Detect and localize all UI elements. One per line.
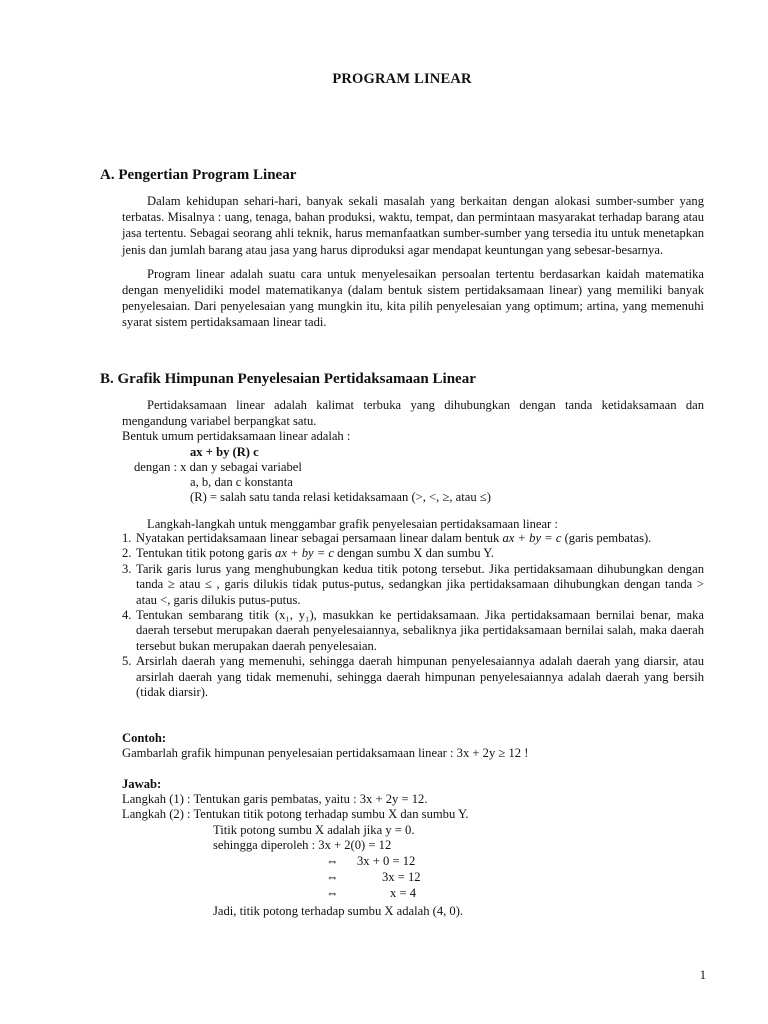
equation-line-3: x = 4 [390,886,416,900]
answer-substitution: sehingga diperoleh : 3x + 2(0) = 12 [213,838,392,852]
list-item: 5. Arsirlah daerah yang memenuhi, sehingga daerah himpunan penyelesaiannya adalah daerah yang diarsir, atau arsirlah daerah yang tidak memenuhi, sehingga daerah himpunan penyelesaiannya adalah daerah yang bersih (tidak diarsir). [122,654,704,700]
equation-line-2: 3x = 12 [382,870,421,884]
section-b-heading: B. Grafik Himpunan Penyelesaian Pertidaksamaan Linear [100,371,476,387]
example-problem: Gambarlah grafik himpunan penyelesaian pertidaksamaan linear : 3x + 2y ≥ 12 ! [122,746,529,760]
answer-conclusion: Jadi, titik potong terhadap sumbu X adalah (4, 0). [213,904,464,918]
answer-step-1: Langkah (1) : Tentukan garis pembatas, yaitu : 3x + 2y = 12. [122,792,428,806]
section-a-heading: A. Pengertian Program Linear [100,167,297,183]
general-form-formula: ax + by (R) c [190,445,259,459]
constants-note: a, b, dan c konstanta [190,475,293,489]
document-title: PROGRAM LINEAR [332,71,472,87]
section-a-paragraph-1: Dalam kehidupan sehari-hari, banyak sekali masalah yang berkaitan dengan alokasi sumber-sumber yang terbatas. Misalnya : uang, tenaga, bahan produksi, waktu, tempat, dan permintaan masyarakat terhadap barang atau jasa tertentu. Sebagai seorang ahli teknik, harus memanfaatkan sumber-sumber yang tersedia itu untuk menetapkan jenis dan jumlah barang atau jasa yang harus diproduksi agar mendapat keuntungan yang sebesar-besarnya. [122,194,704,257]
relation-note: (R) = salah satu tanda relasi ketidaksamaan (>, <, ≥, atau ≤) [190,490,491,504]
answer-step-2: Langkah (2) : Tentukan titik potong terhadap sumbu X dan sumbu Y. [122,807,469,821]
example-label: Contoh: [122,731,167,745]
answer-label: Jawab: [122,777,162,791]
section-a-paragraph-2: Program linear adalah suatu cara untuk menyelesaikan persoalan tertentu berdasarkan kaidah matematika dengan menyelidiki model matematikanya (dalam bentuk sistem pertidaksamaan linear) yang memiliki banyak penyelesaian. Dari penyelesaian yang mungkin itu, kita pilih penyelesaian yang optimum; artina, yang memenuhi syarat sistem pertidaksamaan linear tadi. [122,266,704,330]
equation-line-1: 3x + 0 = 12 [357,854,416,868]
list-item: 2. Tentukan titik potong garis ax + by = c dengan sumbu X dan sumbu Y. [122,546,494,561]
section-a-body [122,193,704,331]
general-form-label: Bentuk umum pertidaksamaan linear adalah : [122,429,351,443]
list-item: 4. Tentukan sembarang titik (x₁, y₁), masukkan ke pertidaksamaan. Jika pertidaksamaan bernilai benar, maka daerah tersebut merupakan daerah penyelesaiannya, sebaliknya jika pertidaksamaan bernilai salah, maka daerah tersebut bukan merupakan daerah penyelesaian. [122,608,704,653]
section-b-intro [122,397,704,429]
page-number: 1 [699,968,706,982]
variables-note: dengan : x dan y sebagai variabel [134,460,302,474]
equivalence-symbol: ⇔ [326,854,339,868]
equivalence-symbol: ⇔ [326,870,339,884]
equivalence-symbol: ⇔ [326,886,339,900]
steps-intro: Langkah-langkah untuk menggambar grafik penyelesaian pertidaksamaan linear : [147,517,558,531]
list-item: 1. Nyatakan pertidaksamaan linear sebagai persamaan linear dalam bentuk ax + by = c (garis pembatas). [122,531,652,545]
answer-x-intercept-note: Titik potong sumbu X adalah jika y = 0. [213,823,415,837]
list-item: 3. Tarik garis lurus yang menghubungkan kedua titik potong tersebut. Jika pertidaksamaan dihubungkan dengan tanda ≥ atau ≤ , garis dilukis tidak putus-putus, sedangkan jika pertidaksamaan dihubungkan dengan tanda > atau <, garis dilukis putus-putus. [122,561,704,607]
section-b-intro-text: Pertidaksamaan linear adalah kalimat terbuka yang dihubungkan dengan tanda ketidaksamaan dan mengandung variabel berpangkat satu. [122,398,704,429]
steps-list [122,531,704,700]
